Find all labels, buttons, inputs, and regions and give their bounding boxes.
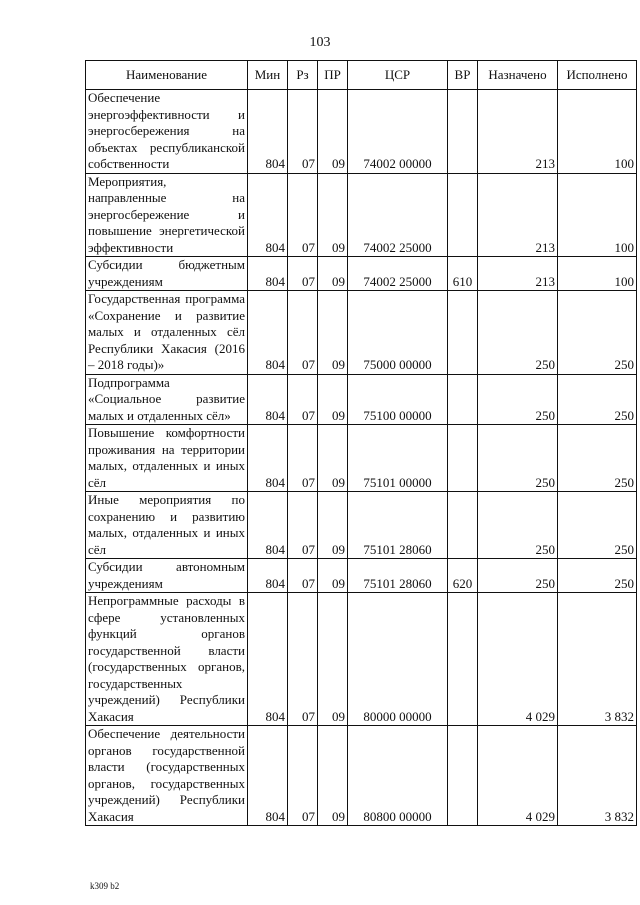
cell-assigned: 213 [478, 173, 558, 257]
cell-rz: 07 [288, 90, 318, 174]
header-name: Наименование [86, 61, 248, 90]
cell-csr: 74002 00000 [348, 90, 448, 174]
cell-vr: 610 [448, 257, 478, 291]
cell-csr: 75100 00000 [348, 374, 448, 425]
cell-rz: 07 [288, 593, 318, 726]
table-row [86, 726, 637, 826]
cell-assigned: 250 [478, 291, 558, 375]
cell-pr: 09 [318, 559, 348, 593]
cell-csr: 75000 00000 [348, 291, 448, 375]
cell-executed: 100 [558, 90, 637, 174]
cell-min: 804 [248, 173, 288, 257]
cell-executed: 3 832 [558, 726, 637, 826]
cell-min: 804 [248, 90, 288, 174]
table-row [86, 173, 637, 257]
table-row [86, 425, 637, 492]
cell-executed: 3 832 [558, 593, 637, 726]
cell-min: 804 [248, 291, 288, 375]
cell-rz: 07 [288, 425, 318, 492]
header-pr: ПР [318, 61, 348, 90]
cell-pr: 09 [318, 291, 348, 375]
cell-csr: 80800 00000 [348, 726, 448, 826]
cell-pr: 09 [318, 726, 348, 826]
cell-pr: 09 [318, 593, 348, 726]
cell-vr [448, 374, 478, 425]
cell-min: 804 [248, 425, 288, 492]
cell-name: Обеспечение энергоэффективности и энергосбережения на объектах республиканской собственности [86, 90, 248, 174]
header-assigned: Назначено [478, 61, 558, 90]
footer-code: k309 b2 [90, 881, 120, 891]
cell-name: Государственная программа «Сохранение и развитие малых и отдаленных сёл Республики Хакасия (2016 – 2018 годы)» [86, 291, 248, 375]
cell-assigned: 250 [478, 492, 558, 559]
cell-name: Субсидии автономным учреждениям [86, 559, 248, 593]
cell-csr: 80000 00000 [348, 593, 448, 726]
header-vr: ВР [448, 61, 478, 90]
cell-csr: 75101 00000 [348, 425, 448, 492]
cell-assigned: 250 [478, 374, 558, 425]
table-row [86, 90, 637, 174]
cell-executed: 250 [558, 492, 637, 559]
header-rz: Рз [288, 61, 318, 90]
cell-name: Субсидии бюджетным учреждениям [86, 257, 248, 291]
cell-vr [448, 173, 478, 257]
cell-name: Мероприятия, направленные на энергосбережение и повышение энергетической эффективности [86, 173, 248, 257]
cell-min: 804 [248, 492, 288, 559]
cell-name: Обеспечение деятельности органов государственной власти (государственных органов, государственных учреждений) Республики Хакасия [86, 726, 248, 826]
cell-vr [448, 726, 478, 826]
cell-executed: 100 [558, 257, 637, 291]
cell-executed: 100 [558, 173, 637, 257]
table-row [86, 291, 637, 375]
cell-executed: 250 [558, 559, 637, 593]
cell-csr: 75101 28060 [348, 492, 448, 559]
cell-assigned: 213 [478, 90, 558, 174]
cell-min: 804 [248, 559, 288, 593]
cell-assigned: 250 [478, 559, 558, 593]
cell-name: Повышение комфортности проживания на территории малых, отдаленных и иных сёл [86, 425, 248, 492]
cell-executed: 250 [558, 425, 637, 492]
cell-min: 804 [248, 374, 288, 425]
cell-csr: 74002 25000 [348, 173, 448, 257]
cell-rz: 07 [288, 374, 318, 425]
cell-vr [448, 291, 478, 375]
cell-name: Подпрограмма «Социальное развитие малых и отдаленных сёл» [86, 374, 248, 425]
cell-assigned: 4 029 [478, 726, 558, 826]
cell-pr: 09 [318, 492, 348, 559]
cell-csr: 75101 28060 [348, 559, 448, 593]
table-row [86, 593, 637, 726]
table-header-row [86, 61, 637, 90]
header-min: Мин [248, 61, 288, 90]
header-executed: Исполнено [558, 61, 637, 90]
cell-csr: 74002 25000 [348, 257, 448, 291]
cell-vr [448, 593, 478, 726]
cell-rz: 07 [288, 257, 318, 291]
cell-name: Непрограммные расходы в сфере установленных функций органов государственной власти (государственных органов, государственных учреждений) Республики Хакасия [86, 593, 248, 726]
cell-executed: 250 [558, 374, 637, 425]
header-csr: ЦСР [348, 61, 448, 90]
cell-rz: 07 [288, 559, 318, 593]
cell-min: 804 [248, 726, 288, 826]
cell-name: Иные мероприятия по сохранению и развитию малых, отдаленных и иных сёл [86, 492, 248, 559]
cell-pr: 09 [318, 173, 348, 257]
cell-vr [448, 425, 478, 492]
table-row [86, 492, 637, 559]
cell-rz: 07 [288, 291, 318, 375]
cell-pr: 09 [318, 374, 348, 425]
budget-table [85, 60, 637, 826]
cell-rz: 07 [288, 173, 318, 257]
cell-executed: 250 [558, 291, 637, 375]
cell-rz: 07 [288, 726, 318, 826]
cell-min: 804 [248, 593, 288, 726]
cell-assigned: 4 029 [478, 593, 558, 726]
cell-min: 804 [248, 257, 288, 291]
cell-rz: 07 [288, 492, 318, 559]
cell-pr: 09 [318, 90, 348, 174]
table-row [86, 559, 637, 593]
cell-vr [448, 90, 478, 174]
cell-assigned: 213 [478, 257, 558, 291]
table-row [86, 374, 637, 425]
table-row [86, 257, 637, 291]
cell-vr: 620 [448, 559, 478, 593]
cell-pr: 09 [318, 257, 348, 291]
cell-vr [448, 492, 478, 559]
page-number: 103 [309, 35, 331, 50]
cell-assigned: 250 [478, 425, 558, 492]
cell-pr: 09 [318, 425, 348, 492]
